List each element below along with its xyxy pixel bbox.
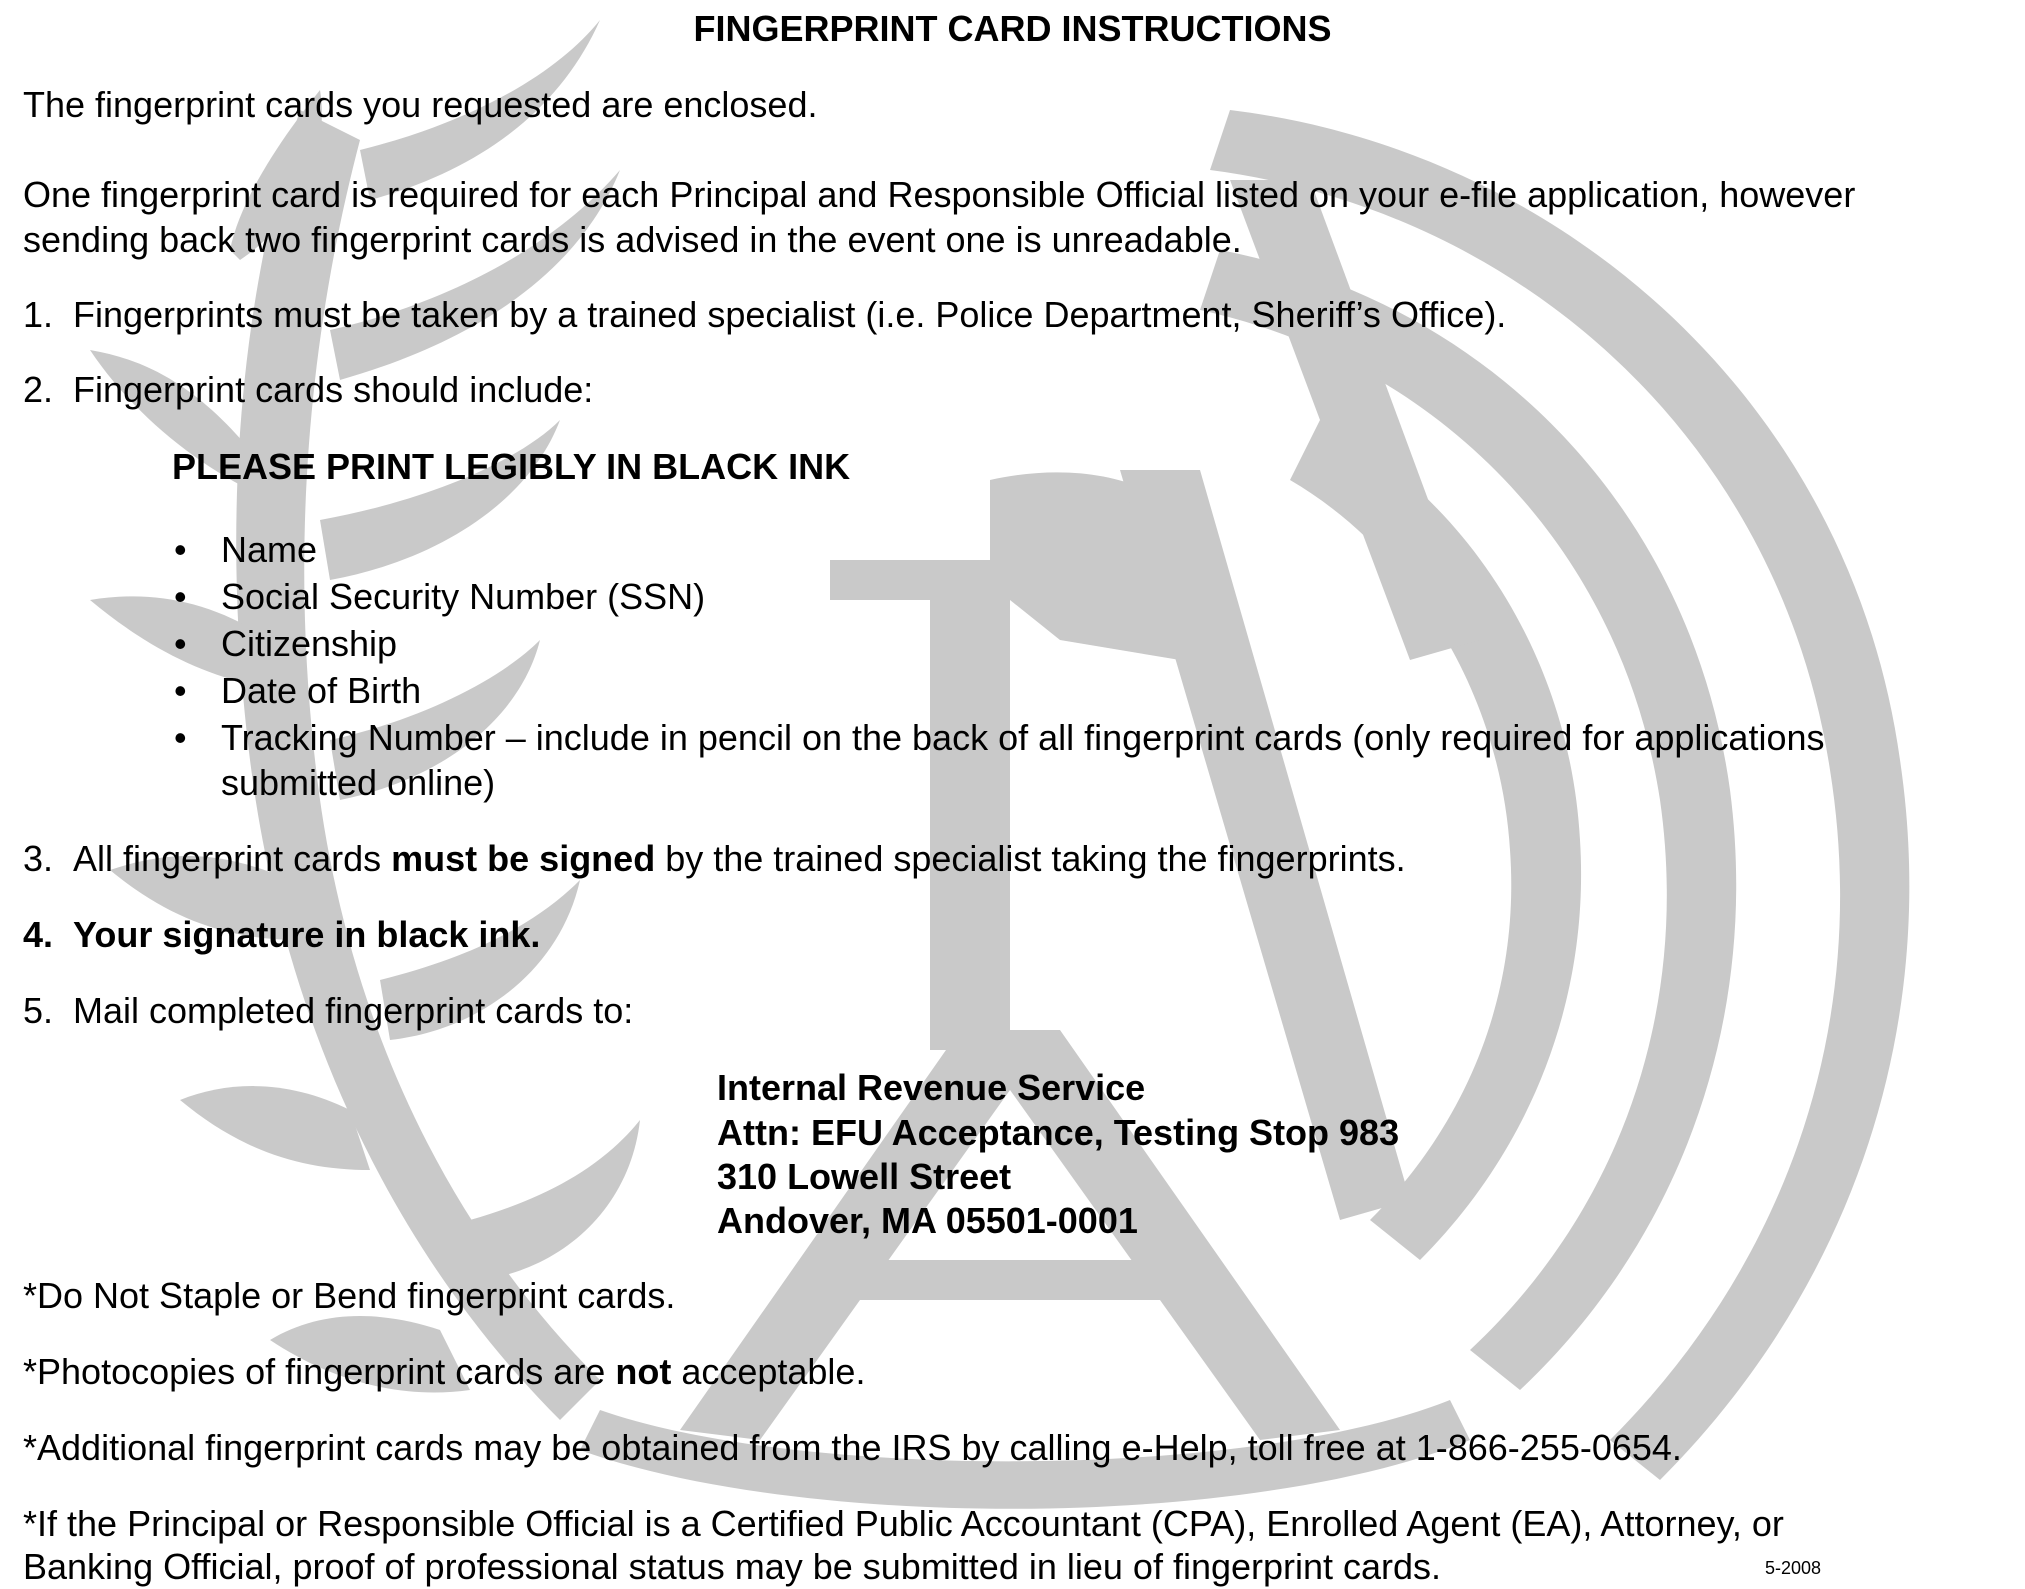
bullet-icon: • (174, 717, 187, 758)
list-item-text: by the trained specialist taking the fingerprints. (655, 838, 1406, 879)
list-item-2 (23, 367, 593, 412)
list-number: 1. (23, 294, 54, 335)
list-number: 5. (23, 990, 54, 1031)
emphasis-text: not (615, 1351, 672, 1392)
address-line-4: Andover, MA 05501-0001 (717, 1200, 1138, 1241)
list-item-3 (23, 836, 1406, 881)
list-number: 3. (23, 838, 54, 879)
required-paragraph-line1: One fingerprint card is required for each Principal and Responsible Official listed on your e-file application, however (23, 174, 1856, 215)
bullet-icon: • (174, 576, 187, 617)
bullet-icon: • (174, 623, 187, 664)
list-item-text: All fingerprint cards (73, 838, 392, 879)
bullet-item-dob: Date of Birth (221, 670, 422, 711)
list-item-text: Fingerprint cards should include: (73, 369, 594, 410)
print-notice: PLEASE PRINT LEGIBLY IN BLACK INK (172, 446, 851, 487)
list-number: 2. (23, 369, 54, 410)
list-item-text: Your signature in black ink. (73, 914, 541, 955)
list-item-4 (23, 912, 540, 957)
emphasis-text: must be signed (391, 838, 656, 879)
intro-text: The fingerprint cards you requested are enclosed. (23, 84, 818, 125)
note-photocopy (23, 1349, 865, 1394)
bullet-item-name: Name (221, 529, 318, 570)
bullet-icon: • (174, 529, 187, 570)
note-additional-cards: *Additional fingerprint cards may be obtained from the IRS by calling e-Help, toll free at 1-866-255-0654. (23, 1427, 1682, 1468)
revision-date: 5-2008 (1765, 1558, 1822, 1578)
note-text: acceptable. (671, 1351, 866, 1392)
note-cpa-line1: *If the Principal or Responsible Official is a Certified Public Accountant (CPA), Enrolled Agent (EA), Attorney, or (23, 1503, 1784, 1544)
address-line-2: Attn: EFU Acceptance, Testing Stop 983 (717, 1112, 1400, 1153)
address-line-1: Internal Revenue Service (717, 1067, 1146, 1108)
note-staple: *Do Not Staple or Bend fingerprint cards. (23, 1275, 676, 1316)
note-text: *Photocopies of fingerprint cards are (23, 1351, 616, 1392)
bullet-item-tracking-line1: Tracking Number – include in pencil on the back of all fingerprint cards (only required for applications (221, 717, 1825, 758)
bullet-item-tracking-line2: submitted online) (221, 762, 496, 803)
note-cpa-line2: Banking Official, proof of professional status may be submitted in lieu of fingerprint cards. (23, 1546, 1442, 1587)
bullet-icon: • (174, 670, 187, 711)
page-title: FINGERPRINT CARD INSTRUCTIONS (693, 8, 1332, 49)
bullet-item-citizenship: Citizenship (221, 623, 398, 664)
list-item-text: Mail completed fingerprint cards to: (73, 990, 634, 1031)
list-item-text: Fingerprints must be taken by a trained specialist (i.e. Police Department, Sheriff’s Office). (73, 294, 1507, 335)
address-line-3: 310 Lowell Street (717, 1156, 1012, 1197)
bullet-item-ssn: Social Security Number (SSN) (221, 576, 706, 617)
required-paragraph-line2: sending back two fingerprint cards is advised in the event one is unreadable. (23, 219, 1242, 260)
list-number: 4. (23, 914, 54, 955)
list-item-5 (23, 988, 633, 1033)
list-item-1 (23, 292, 1506, 337)
